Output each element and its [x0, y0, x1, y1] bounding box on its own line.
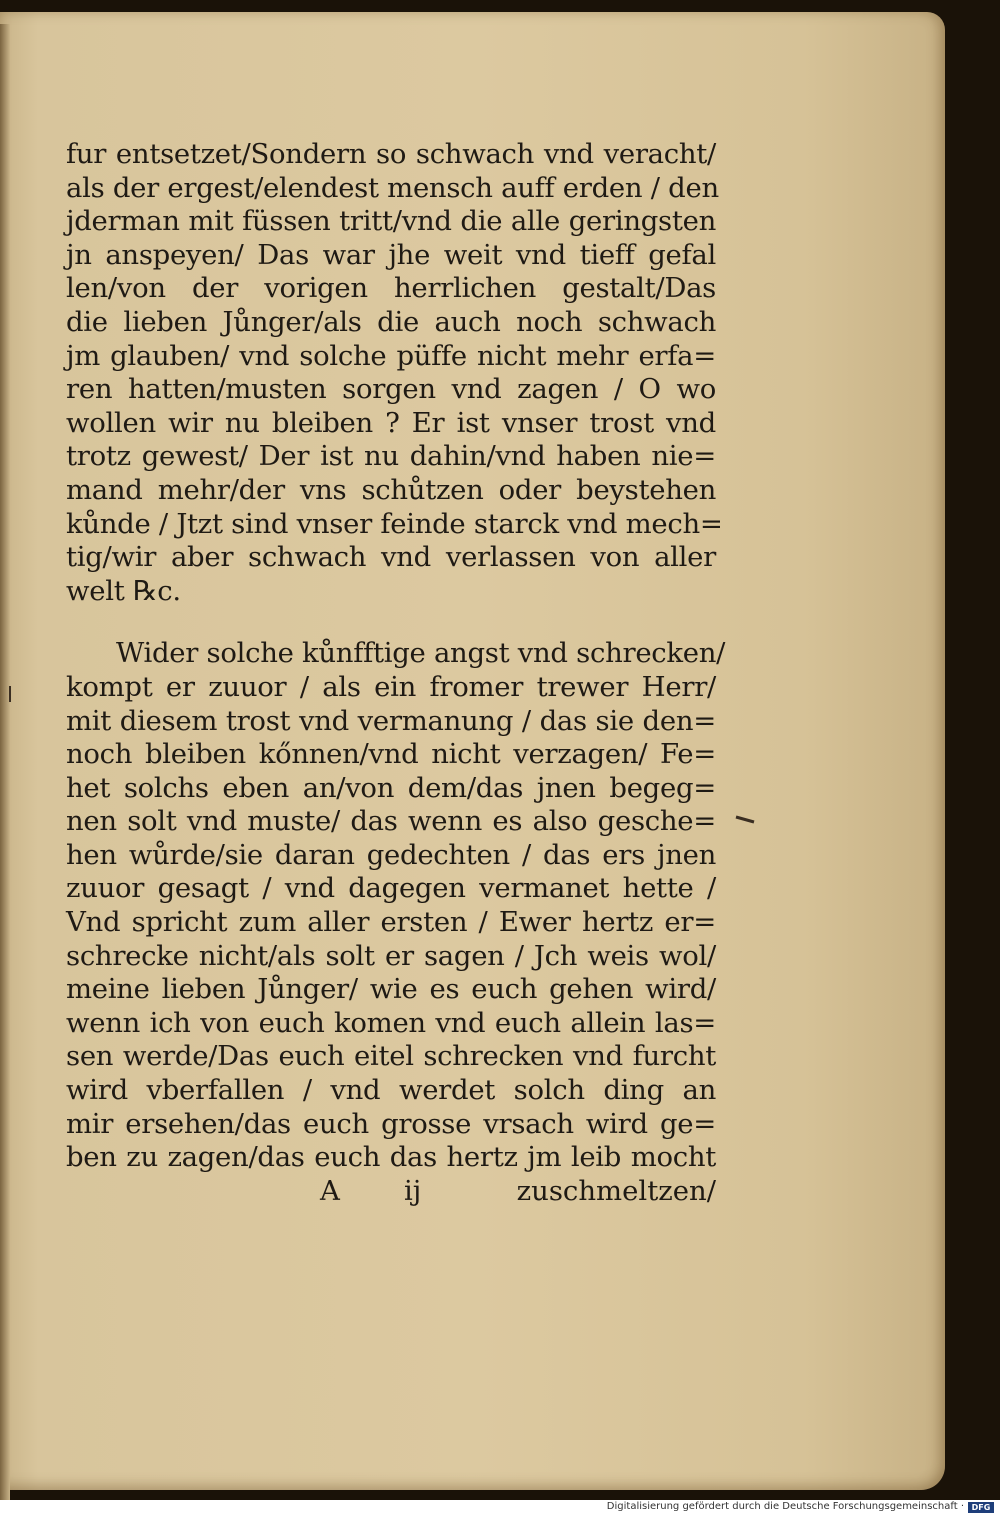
text-line: mir ersehen/das euch grosse vrsach wird ge= — [66, 1107, 716, 1140]
signature-number: ij — [404, 1175, 422, 1207]
text-line: zuuor gesagt / vnd dagegen vermanet hette / — [66, 872, 716, 905]
text-line: noch bleiben kőnnen/vnd nicht verzagen/ Fe= — [66, 738, 716, 771]
text-line: als der ergest/elendest mensch auff erden / den — [66, 171, 719, 204]
text-line: mit diesem trost vnd vermanung / das sie den= — [66, 704, 716, 737]
signature-line — [320, 1175, 716, 1209]
text-line: trotz gewest/ Der ist nu dahin/vnd haben nie= — [66, 440, 716, 473]
text-line: wenn ich von euch komen vnd euch allein las= — [66, 1006, 716, 1039]
text-line: die lieben Jůnger/als die auch noch schwach — [66, 305, 716, 338]
body-text — [66, 138, 726, 1175]
text-line: ren hatten/musten sorgen vnd zagen / O wo — [66, 373, 716, 406]
catchword: zuschmeltzen/ — [516, 1175, 716, 1207]
text-line: mand mehr/der vns schůtzen oder beystehen — [66, 473, 716, 506]
gutter-shadow — [0, 24, 10, 1502]
text-line: ben zu zagen/das euch das hertz jm leib mocht — [66, 1141, 716, 1174]
text-line: Wider solche kůnfftige angst vnd schrecken/ — [116, 637, 726, 670]
margin-dash-icon — [734, 812, 756, 826]
text-line: schrecke nicht/als solt er sagen / Jch weis wol/ — [66, 939, 716, 972]
text-line: hen wůrde/sie daran gedechten / das ers jnen — [66, 838, 716, 871]
footer-bar — [0, 1500, 1000, 1516]
text-line: meine lieben Jůnger/ wie es euch gehen wird/ — [66, 973, 716, 1006]
text-line: fur entsetzet/Sondern so schwach vnd veracht/ — [66, 138, 716, 170]
text-line: het solchs eben an/von dem/das jnen begeg= — [66, 771, 716, 804]
text-line: wird vberfallen / vnd werdet solch ding an — [66, 1074, 716, 1107]
dfg-logo-icon: DFG — [968, 1502, 994, 1513]
text-line: kompt er zuuor / als ein fromer trewer Herr/ — [66, 670, 716, 703]
text-line: nen solt vnd muste/ das wenn es also gesche= — [66, 805, 716, 838]
text-line: wollen wir nu bleiben ? Er ist vnser trost vnd — [66, 406, 716, 439]
text-line: sen werde/Das euch eitel schrecken vnd furcht — [66, 1040, 716, 1073]
text-line: jderman mit füssen tritt/vnd die alle geringsten — [66, 205, 716, 238]
text-line: len/von der vorigen herrlichen gestalt/Das — [66, 272, 716, 305]
text-line: jn anspeyen/ Das war jhe weit vnd tieff gefal — [66, 238, 716, 271]
text-line: Vnd spricht zum aller ersten / Ewer hertz er= — [66, 906, 716, 939]
text-line: jm glauben/ vnd solche püffe nicht mehr erfa= — [66, 339, 716, 372]
signature-mark: A — [320, 1175, 340, 1207]
paragraph-gap — [66, 608, 716, 637]
text-line: kůnde / Jtzt sind vnser feinde starck vnd mech= — [66, 507, 723, 540]
text-line: tig/wir aber schwach vnd verlassen von aller — [66, 541, 716, 574]
funding-credit: Digitalisierung gefördert durch die Deutsche Forschungsgemeinschaft · — [606, 1501, 964, 1512]
text-line: welt ℞c. — [66, 574, 181, 607]
margin-tick-icon — [6, 684, 14, 704]
